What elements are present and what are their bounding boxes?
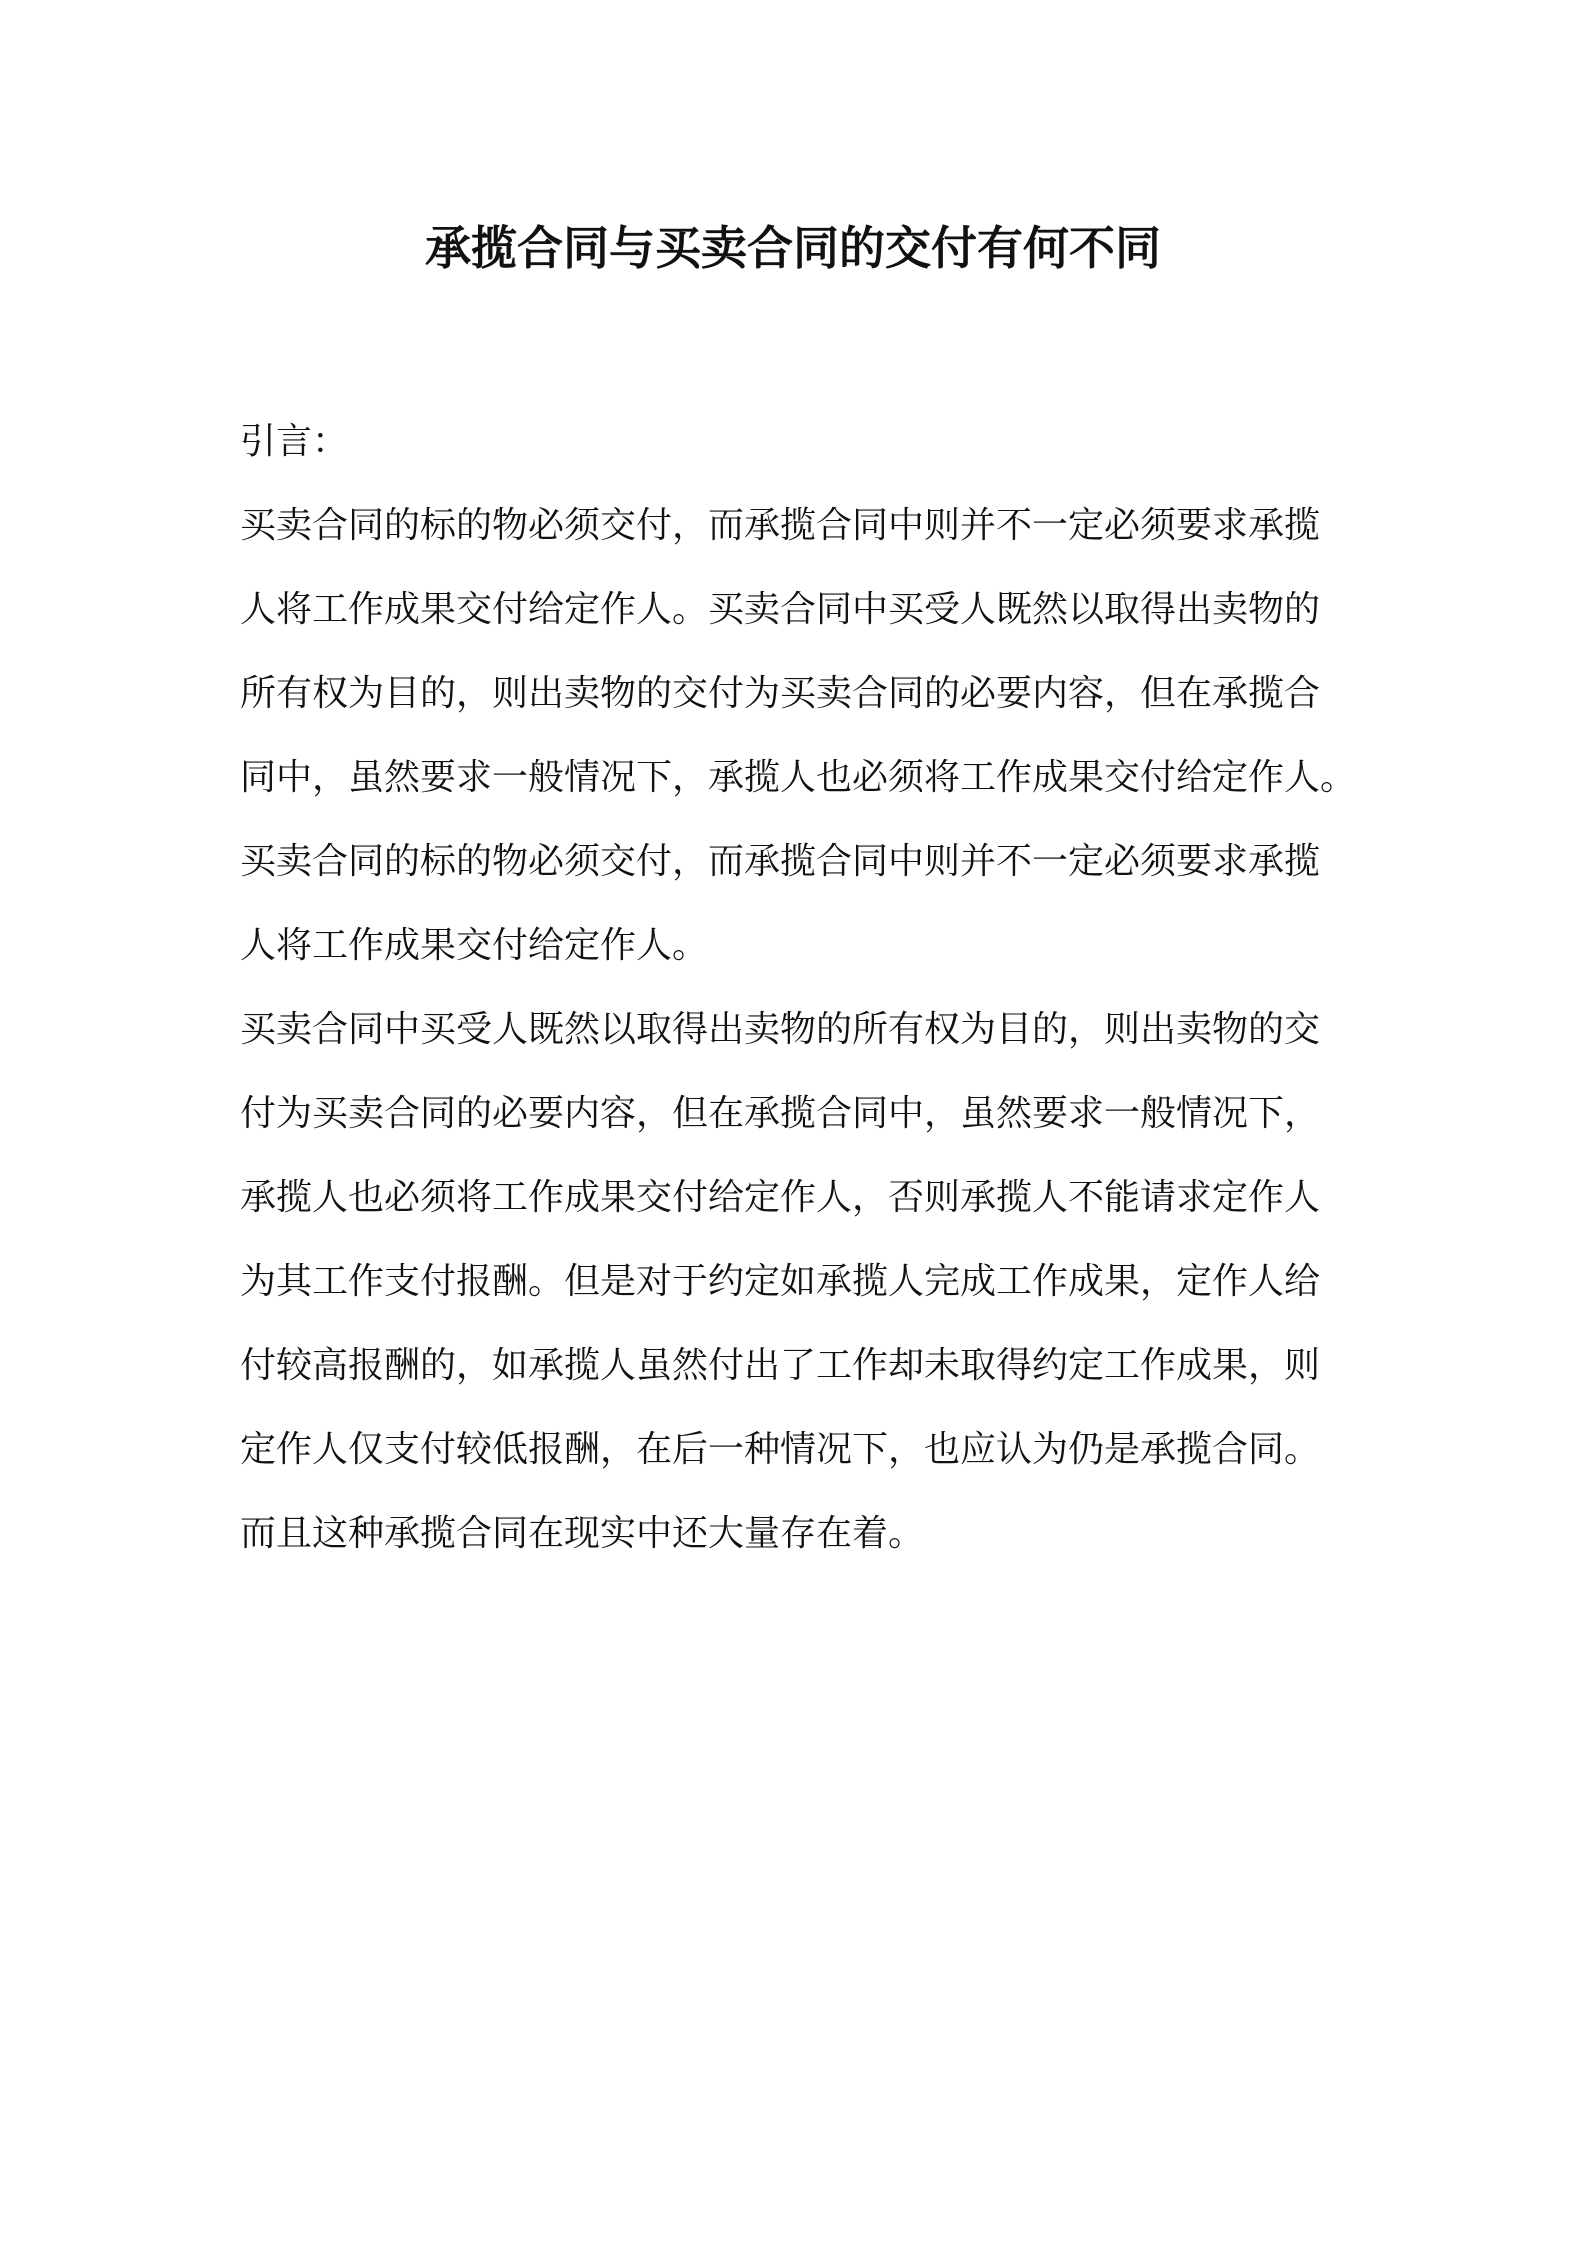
paragraph-line: 人将工作成果交付给定作人。 [240,925,709,966]
paragraph-line: 付较高报酬的，如承揽人虽然付出了工作却未取得约定工作成果，则 [240,1345,1321,1386]
paragraph-line: 人将工作成果交付给定作人。买卖合同中买受人既然以取得出卖物的 [240,589,1321,630]
paragraph-line: 为其工作支付报酬。但是对于约定如承揽人完成工作成果，定作人给 [240,1261,1321,1302]
document-title: 承揽合同与买卖合同的交付有何不同 [425,221,1161,275]
paragraph-line: 买卖合同的标的物必须交付，而承揽合同中则并不一定必须要求承揽 [240,505,1321,546]
paragraph-2 [240,988,1360,1576]
paragraph-line: 买卖合同中买受人既然以取得出卖物的所有权为目的，则出卖物的交 [240,1009,1321,1050]
paragraph-line: 承揽人也必须将工作成果交付给定作人，否则承揽人不能请求定作人 [240,1177,1321,1218]
document-body [240,400,1360,1576]
paragraph-line: 所有权为目的，则出卖物的交付为买卖合同的必要内容，但在承揽合 [240,673,1321,714]
paragraph-line: 买卖合同的标的物必须交付，而承揽合同中则并不一定必须要求承揽 [240,841,1321,882]
paragraph-line: 同中，虽然要求一般情况下，承揽人也必须将工作成果交付给定作人。 [240,757,1357,798]
intro-label: 引言： [240,421,349,462]
paragraph-1 [240,484,1360,988]
paragraph-line: 付为买卖合同的必要内容，但在承揽合同中，虽然要求一般情况下， [240,1093,1321,1134]
paragraph-line: 而且这种承揽合同在现实中还大量存在着。 [240,1513,925,1554]
paragraph-line: 定作人仅支付较低报酬，在后一种情况下，也应认为仍是承揽合同。 [240,1429,1321,1470]
